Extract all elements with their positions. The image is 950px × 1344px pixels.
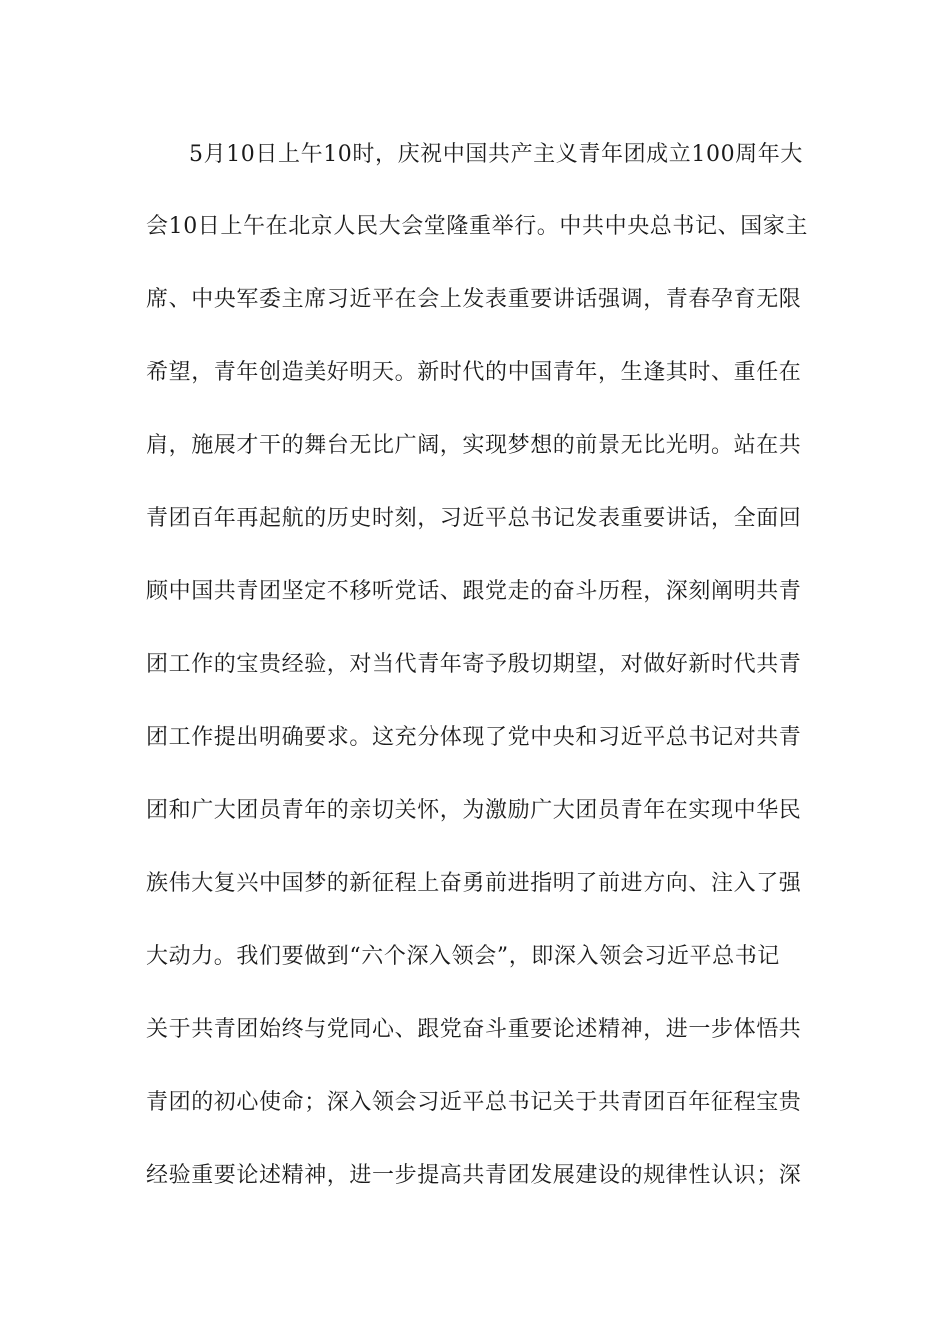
paragraph-line: 希望，青年创造美好明天。新时代的中国青年，生逢其时、重任在 (146, 360, 802, 385)
paragraph-line: 关于共青团始终与党同心、跟党奋斗重要论述精神，进一步体悟共 (146, 1017, 802, 1042)
paragraph-line: 5月10日上午10时，庆祝中国共产主义青年团成立100周年大 (189, 142, 803, 167)
paragraph-line: 团工作的宝贵经验，对当代青年寄予殷切期望，对做好新时代共青 (146, 652, 802, 677)
paragraph-line: 肩，施展才干的舞台无比广阔，实现梦想的前景无比光明。站在共 (146, 433, 802, 458)
paragraph-line: 族伟大复兴中国梦的新征程上奋勇前进指明了前进方向、注入了强 (146, 871, 802, 896)
paragraph-line: 团工作提出明确要求。这充分体现了党中央和习近平总书记对共青 (146, 725, 802, 750)
paragraph-line: 经验重要论述精神，进一步提高共青团发展建设的规律性认识；深 (146, 1163, 802, 1188)
paragraph-line: 顾中国共青团坚定不移听党话、跟党走的奋斗历程，深刻阐明共青 (146, 579, 802, 604)
paragraph-line: 大动力。我们要做到“六个深入领会”，即深入领会习近平总书记 (146, 944, 780, 969)
paragraph-line: 青团的初心使命；深入领会习近平总书记关于共青团百年征程宝贵 (146, 1090, 802, 1115)
paragraph-line: 青团百年再起航的历史时刻，习近平总书记发表重要讲话，全面回 (146, 506, 802, 531)
paragraph-line: 会10日上午在北京人民大会堂隆重举行。中共中央总书记、国家主 (146, 214, 808, 239)
paragraph-line: 席、中央军委主席习近平在会上发表重要讲话强调，青春孕育无限 (146, 287, 802, 312)
paragraph-line: 团和广大团员青年的亲切关怀，为激励广大团员青年在实现中华民 (146, 798, 802, 823)
